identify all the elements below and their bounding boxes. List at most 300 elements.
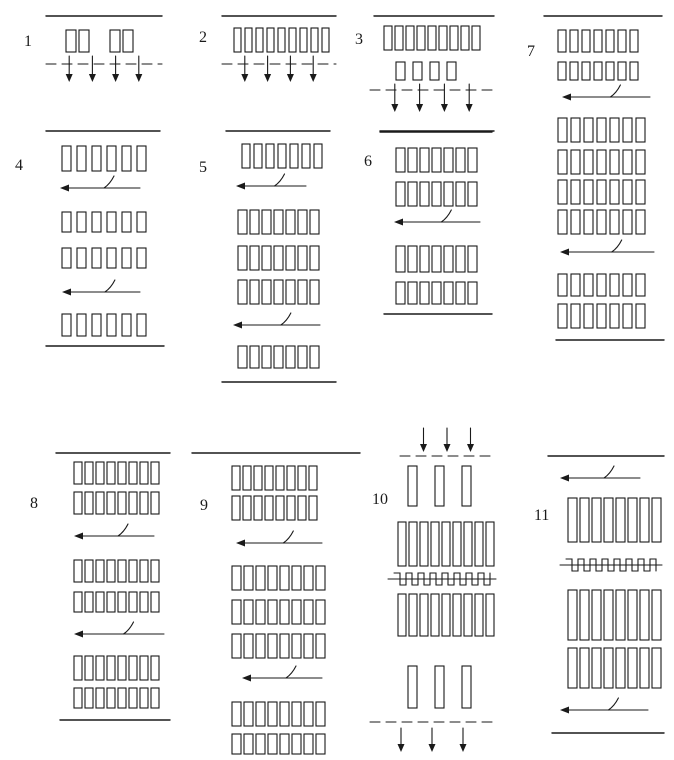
flow-branch (608, 698, 618, 710)
block (286, 280, 295, 304)
block (420, 182, 429, 206)
block (137, 248, 146, 268)
block (640, 498, 649, 542)
arrow-head (236, 183, 245, 190)
block (468, 282, 477, 304)
arrow-head (560, 707, 569, 714)
block (262, 346, 271, 368)
arrow-head (135, 74, 142, 82)
block (571, 150, 580, 174)
block (597, 210, 606, 234)
block (77, 146, 86, 171)
arrow-head (398, 744, 405, 752)
arrow-head (241, 74, 248, 82)
block (262, 210, 271, 234)
block (62, 146, 71, 171)
scheme-11 (548, 456, 664, 733)
block (107, 212, 116, 232)
block (298, 210, 307, 234)
arrow-head (394, 219, 403, 226)
block (408, 466, 417, 506)
block (413, 62, 422, 80)
block (137, 146, 146, 171)
block (292, 600, 301, 624)
block (309, 466, 317, 490)
block (384, 26, 392, 50)
block (96, 688, 104, 708)
block (85, 592, 93, 612)
block (118, 656, 126, 680)
block (265, 496, 273, 520)
block (486, 522, 494, 566)
block (280, 634, 289, 658)
scheme-10 (370, 428, 496, 752)
flow-branch (283, 531, 293, 543)
block (118, 592, 126, 612)
block (444, 182, 453, 206)
block (468, 148, 477, 172)
block (280, 566, 289, 590)
block (286, 210, 295, 234)
block (302, 144, 310, 168)
block (435, 466, 444, 506)
flow-branch (604, 466, 614, 478)
block (274, 210, 283, 234)
scheme-6 (380, 131, 494, 314)
block (110, 30, 120, 52)
block (298, 496, 306, 520)
arrow-head (391, 104, 398, 112)
block (92, 212, 101, 232)
block (435, 666, 444, 708)
block (652, 590, 661, 640)
block (592, 498, 601, 542)
block (606, 30, 614, 52)
block (232, 600, 241, 624)
arrow-head (74, 533, 83, 540)
block (408, 666, 417, 708)
arrow-head (416, 104, 423, 112)
block (118, 688, 126, 708)
flow-branch (275, 174, 285, 186)
block (571, 210, 580, 234)
block (558, 62, 566, 80)
block (568, 498, 577, 542)
scheme-3 (370, 16, 494, 132)
block (640, 590, 649, 640)
block (266, 144, 274, 168)
block (592, 648, 601, 688)
block (309, 496, 317, 520)
block (74, 492, 82, 514)
block (292, 634, 301, 658)
block (628, 498, 637, 542)
block (408, 282, 417, 304)
block (610, 304, 619, 328)
block (398, 594, 406, 636)
block (636, 210, 645, 234)
block (292, 734, 301, 754)
block (77, 248, 86, 268)
block (268, 702, 277, 726)
block (396, 182, 405, 206)
block (244, 566, 253, 590)
block (310, 280, 319, 304)
flow-branch (104, 176, 114, 188)
block (594, 62, 602, 80)
block (123, 30, 133, 52)
block (140, 656, 148, 680)
flow-branch (105, 280, 115, 292)
block (298, 466, 306, 490)
block (256, 634, 265, 658)
block (558, 304, 567, 328)
block (610, 180, 619, 204)
block (568, 590, 577, 640)
block (129, 688, 137, 708)
block (623, 180, 632, 204)
block (290, 144, 298, 168)
block (610, 150, 619, 174)
arrow-head (236, 540, 245, 547)
arrow-head (242, 675, 251, 682)
block (420, 282, 429, 304)
block (623, 274, 632, 296)
scheme-label-8: 8 (30, 495, 38, 512)
block (461, 26, 469, 50)
block (245, 28, 252, 52)
block (597, 274, 606, 296)
block (597, 118, 606, 142)
block (232, 566, 241, 590)
block (66, 30, 76, 52)
block (432, 182, 441, 206)
block (486, 594, 494, 636)
block (280, 734, 289, 754)
block (107, 656, 115, 680)
block (584, 210, 593, 234)
arrow-head (264, 74, 271, 82)
block (137, 314, 146, 336)
block (250, 210, 259, 234)
block (287, 466, 295, 490)
block (456, 182, 465, 206)
block (597, 304, 606, 328)
block (96, 560, 104, 582)
scheme-drawings (46, 16, 664, 754)
block (604, 590, 613, 640)
flow-branch (118, 524, 128, 536)
block (256, 600, 265, 624)
block (274, 246, 283, 270)
block (292, 566, 301, 590)
block (234, 28, 241, 52)
block (107, 688, 115, 708)
scheme-4 (46, 131, 164, 346)
block (289, 28, 296, 52)
block (597, 180, 606, 204)
block (77, 212, 86, 232)
block (464, 522, 472, 566)
block (140, 688, 148, 708)
arrow-head (62, 289, 71, 296)
block (462, 666, 471, 708)
block (232, 634, 241, 658)
scheme-9 (192, 453, 360, 754)
block (558, 118, 567, 142)
block (92, 146, 101, 171)
block (107, 314, 116, 336)
block (250, 246, 259, 270)
block (85, 462, 93, 484)
block (268, 634, 277, 658)
block (278, 144, 286, 168)
scheme-5 (222, 131, 336, 382)
block (62, 212, 71, 232)
block (268, 600, 277, 624)
block (584, 118, 593, 142)
arrow-head (444, 444, 451, 452)
flow-branch (281, 313, 291, 325)
block (107, 248, 116, 268)
arrow-head (441, 104, 448, 112)
block (584, 150, 593, 174)
block (310, 346, 319, 368)
block (582, 30, 590, 52)
block (262, 280, 271, 304)
block (274, 346, 283, 368)
block (232, 702, 241, 726)
block (420, 246, 429, 272)
block (287, 496, 295, 520)
block (232, 496, 240, 520)
block (616, 498, 625, 542)
block (129, 492, 137, 514)
block (580, 648, 589, 688)
arrow-head (89, 74, 96, 82)
block (431, 594, 439, 636)
block (640, 648, 649, 688)
block (398, 522, 406, 566)
block (137, 212, 146, 232)
block (623, 304, 632, 328)
block (118, 462, 126, 484)
scheme-1 (46, 16, 162, 82)
scheme-label-1: 1 (24, 33, 32, 50)
block (107, 560, 115, 582)
block (274, 280, 283, 304)
block (584, 304, 593, 328)
flow-branch (286, 666, 296, 678)
block (254, 466, 262, 490)
block (310, 210, 319, 234)
block (238, 280, 247, 304)
block (409, 522, 417, 566)
block (244, 734, 253, 754)
block (428, 26, 436, 50)
block (630, 62, 638, 80)
block (316, 566, 325, 590)
block (118, 492, 126, 514)
block (447, 62, 456, 80)
block (304, 566, 313, 590)
block (254, 496, 262, 520)
block (140, 560, 148, 582)
arrow-head (560, 475, 569, 482)
block (444, 246, 453, 272)
block (628, 648, 637, 688)
block (96, 492, 104, 514)
block (432, 246, 441, 272)
block (276, 466, 284, 490)
block (322, 28, 329, 52)
block (606, 62, 614, 80)
block (453, 522, 461, 566)
block (395, 26, 403, 50)
block (571, 180, 580, 204)
arrow-head (429, 744, 436, 752)
block (636, 304, 645, 328)
block (432, 148, 441, 172)
block (462, 466, 471, 506)
block (311, 28, 318, 52)
block (250, 346, 259, 368)
block (129, 462, 137, 484)
block (310, 246, 319, 270)
scheme-label-3: 3 (355, 31, 363, 48)
arrow-head (60, 185, 69, 192)
block (406, 26, 414, 50)
block (571, 304, 580, 328)
block (623, 210, 632, 234)
block (96, 592, 104, 612)
block (122, 248, 131, 268)
block (129, 592, 137, 612)
block (456, 282, 465, 304)
block (618, 62, 626, 80)
block (623, 150, 632, 174)
block (300, 28, 307, 52)
block (558, 210, 567, 234)
block (396, 148, 405, 172)
block (243, 466, 251, 490)
block (628, 590, 637, 640)
block (74, 656, 82, 680)
block (151, 462, 159, 484)
block (151, 592, 159, 612)
block (597, 150, 606, 174)
block (250, 280, 259, 304)
block (409, 594, 417, 636)
block (464, 594, 472, 636)
block (267, 28, 274, 52)
block (256, 566, 265, 590)
block (570, 62, 578, 80)
block (140, 592, 148, 612)
block (610, 210, 619, 234)
block (444, 282, 453, 304)
block (571, 274, 580, 296)
block (610, 274, 619, 296)
block (636, 180, 645, 204)
arrow-head (310, 74, 317, 82)
block (396, 282, 405, 304)
block (244, 702, 253, 726)
block (256, 734, 265, 754)
block (238, 246, 247, 270)
block (475, 594, 483, 636)
block (268, 734, 277, 754)
block (582, 62, 590, 80)
block (584, 274, 593, 296)
block (316, 734, 325, 754)
block (304, 734, 313, 754)
block (268, 566, 277, 590)
block (243, 496, 251, 520)
block (242, 144, 250, 168)
block (107, 592, 115, 612)
block (571, 118, 580, 142)
scheme-2 (222, 16, 336, 82)
block (256, 28, 263, 52)
scheme-label-7: 7 (527, 43, 535, 60)
block (140, 462, 148, 484)
block (85, 656, 93, 680)
scheme-label-9: 9 (200, 497, 208, 514)
block (107, 492, 115, 514)
block (292, 702, 301, 726)
flow-branch (441, 210, 451, 222)
block (420, 594, 428, 636)
block (62, 248, 71, 268)
block (475, 522, 483, 566)
block (140, 492, 148, 514)
block (408, 148, 417, 172)
block (238, 346, 247, 368)
scheme-label-5: 5 (199, 159, 207, 176)
block (408, 246, 417, 272)
block (96, 462, 104, 484)
arrow-head (420, 444, 427, 452)
block (118, 560, 126, 582)
block (558, 274, 567, 296)
block (254, 144, 262, 168)
flow-branch (612, 240, 622, 252)
scheme-label-10: 10 (372, 491, 388, 508)
scheme-label-4: 4 (15, 157, 23, 174)
block (62, 314, 71, 336)
arrow-head (287, 74, 294, 82)
block (558, 30, 566, 52)
block (453, 594, 461, 636)
arrow-head (560, 249, 569, 256)
block (616, 648, 625, 688)
block (468, 182, 477, 206)
block (244, 600, 253, 624)
block (604, 648, 613, 688)
block (652, 648, 661, 688)
block (151, 688, 159, 708)
block (592, 590, 601, 640)
block (85, 560, 93, 582)
block (286, 246, 295, 270)
block (298, 346, 307, 368)
block (79, 30, 89, 52)
block (316, 702, 325, 726)
block (280, 702, 289, 726)
block (129, 560, 137, 582)
block (396, 62, 405, 80)
